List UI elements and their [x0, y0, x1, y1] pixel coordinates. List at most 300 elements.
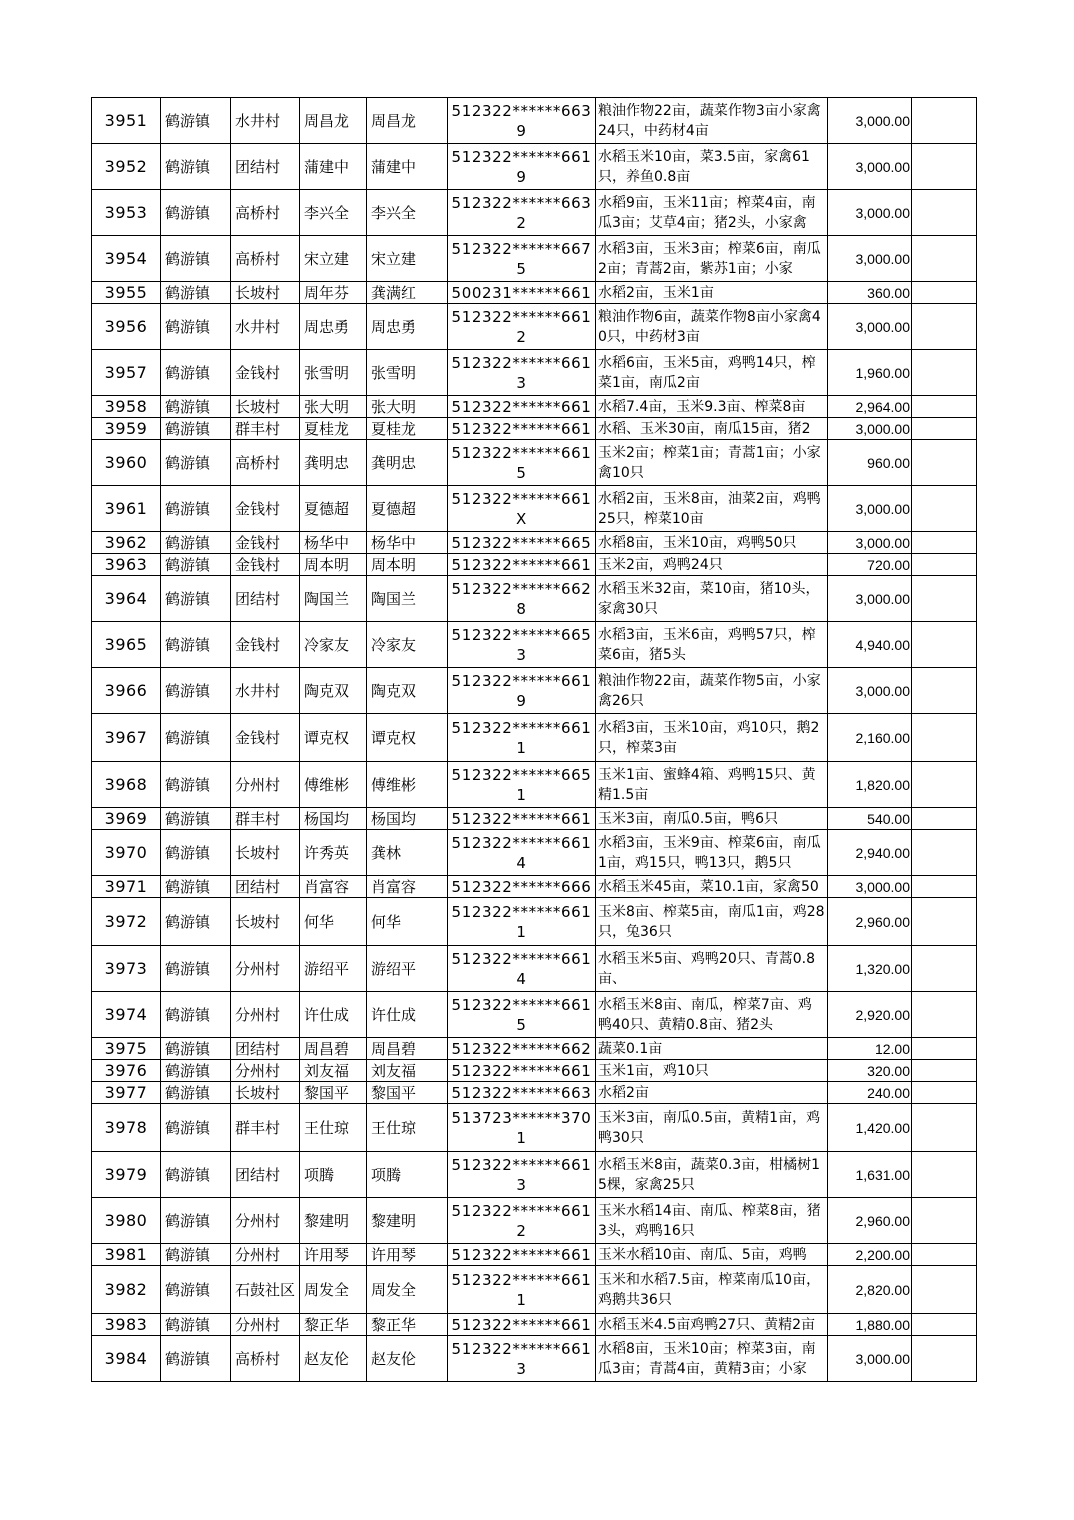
village-cell: 群丰村: [231, 418, 300, 440]
payee-cell: 周本明: [367, 554, 448, 576]
row-number-cell: 3963: [92, 554, 161, 576]
remark-cell: [912, 1152, 977, 1198]
description-cell: 水稻3亩，玉米6亩，鸡鸭57只，榨菜6亩，猪5头: [596, 622, 828, 668]
id-number-cell: 512322******6675: [448, 236, 596, 282]
table-row: [92, 1104, 977, 1152]
village-cell: 长坡村: [231, 898, 300, 946]
amount-cell: 3,000.00: [828, 532, 912, 554]
payee-cell: 龚满红: [367, 282, 448, 304]
payee-cell: 周昌碧: [367, 1038, 448, 1060]
table-row: [92, 946, 977, 992]
town-cell: 鹤游镇: [161, 440, 231, 486]
name-cell: 许秀英: [300, 830, 367, 876]
town-cell: 鹤游镇: [161, 1152, 231, 1198]
village-cell: 分州村: [231, 992, 300, 1038]
village-cell: 金钱村: [231, 486, 300, 532]
description-cell: 水稻7.4亩，玉米9.3亩、榨菜8亩: [596, 396, 828, 418]
description-cell: 玉米1亩、蜜蜂4箱、鸡鸭15只、黄精1.5亩: [596, 762, 828, 808]
amount-cell: 320.00: [828, 1060, 912, 1082]
id-number-cell: 512322******6614: [448, 946, 596, 992]
village-cell: 团结村: [231, 144, 300, 190]
name-cell: 陶国兰: [300, 576, 367, 622]
row-number-cell: 3967: [92, 714, 161, 762]
town-cell: 鹤游镇: [161, 236, 231, 282]
row-number-cell: 3968: [92, 762, 161, 808]
row-number-cell: 3960: [92, 440, 161, 486]
remark-cell: [912, 622, 977, 668]
table-row: [92, 762, 977, 808]
id-number-cell: 512322******6611: [448, 898, 596, 946]
id-number-cell: 512322******6615: [448, 992, 596, 1038]
id-number-cell: 500231******661: [448, 282, 596, 304]
remark-cell: [912, 98, 977, 144]
amount-cell: 2,200.00: [828, 1244, 912, 1266]
row-number-cell: 3980: [92, 1198, 161, 1244]
name-cell: 何华: [300, 898, 367, 946]
name-cell: 王仕琼: [300, 1104, 367, 1152]
town-cell: 鹤游镇: [161, 350, 231, 396]
village-cell: 高桥村: [231, 236, 300, 282]
payee-cell: 谭克权: [367, 714, 448, 762]
remark-cell: [912, 576, 977, 622]
remark-cell: [912, 1082, 977, 1104]
name-cell: 张雪明: [300, 350, 367, 396]
id-number-cell: 512322******6653: [448, 622, 596, 668]
id-number-cell: 512322******663: [448, 1082, 596, 1104]
table-row: [92, 486, 977, 532]
table-row: [92, 1198, 977, 1244]
town-cell: 鹤游镇: [161, 898, 231, 946]
town-cell: 鹤游镇: [161, 98, 231, 144]
payee-cell: 冷家友: [367, 622, 448, 668]
name-cell: 刘友福: [300, 1060, 367, 1082]
amount-cell: 1,960.00: [828, 350, 912, 396]
payee-cell: 刘友福: [367, 1060, 448, 1082]
payee-cell: 夏桂龙: [367, 418, 448, 440]
town-cell: 鹤游镇: [161, 1266, 231, 1314]
description-cell: 水稻玉米45亩，菜10.1亩，家禽50: [596, 876, 828, 898]
name-cell: 肖富容: [300, 876, 367, 898]
id-number-cell: 512322******6619: [448, 144, 596, 190]
payee-cell: 杨国均: [367, 808, 448, 830]
amount-cell: 2,160.00: [828, 714, 912, 762]
description-cell: 粮油作物22亩，蔬菜作物3亩小家禽24只，中药材4亩: [596, 98, 828, 144]
description-cell: 粮油作物6亩，蔬菜作物8亩小家禽40只，中药材3亩: [596, 304, 828, 350]
remark-cell: [912, 1038, 977, 1060]
table-row: [92, 576, 977, 622]
table-row: [92, 554, 977, 576]
row-number-cell: 3969: [92, 808, 161, 830]
village-cell: 金钱村: [231, 554, 300, 576]
amount-cell: 2,820.00: [828, 1266, 912, 1314]
payee-cell: 黎正华: [367, 1314, 448, 1336]
row-number-cell: 3982: [92, 1266, 161, 1314]
name-cell: 龚明忠: [300, 440, 367, 486]
remark-cell: [912, 898, 977, 946]
description-cell: 玉米1亩，鸡10只: [596, 1060, 828, 1082]
remark-cell: [912, 350, 977, 396]
table-row: [92, 350, 977, 396]
remark-cell: [912, 1266, 977, 1314]
village-cell: 分州村: [231, 1198, 300, 1244]
amount-cell: 3,000.00: [828, 98, 912, 144]
table-row: [92, 1038, 977, 1060]
payee-cell: 杨华中: [367, 532, 448, 554]
payee-cell: 赵友伦: [367, 1336, 448, 1382]
town-cell: 鹤游镇: [161, 486, 231, 532]
row-number-cell: 3976: [92, 1060, 161, 1082]
name-cell: 傅维彬: [300, 762, 367, 808]
amount-cell: 960.00: [828, 440, 912, 486]
id-number-cell: 512322******661: [448, 554, 596, 576]
description-cell: 水稻8亩，玉米10亩；榨菜3亩，南瓜3亩；青蒿4亩，黄精3亩；小家: [596, 1336, 828, 1382]
amount-cell: 1,320.00: [828, 946, 912, 992]
description-cell: 水稻玉米32亩，菜10亩，猪10头，家禽30只: [596, 576, 828, 622]
id-number-cell: 513723******3701: [448, 1104, 596, 1152]
village-cell: 高桥村: [231, 1336, 300, 1382]
name-cell: 周年芬: [300, 282, 367, 304]
name-cell: 张大明: [300, 396, 367, 418]
row-number-cell: 3978: [92, 1104, 161, 1152]
amount-cell: 3,000.00: [828, 668, 912, 714]
row-number-cell: 3964: [92, 576, 161, 622]
remark-cell: [912, 282, 977, 304]
payee-cell: 蒲建中: [367, 144, 448, 190]
town-cell: 鹤游镇: [161, 282, 231, 304]
amount-cell: 3,000.00: [828, 418, 912, 440]
name-cell: 许用琴: [300, 1244, 367, 1266]
table-row: [92, 1060, 977, 1082]
table-row: [92, 532, 977, 554]
amount-cell: 1,631.00: [828, 1152, 912, 1198]
row-number-cell: 3970: [92, 830, 161, 876]
town-cell: 鹤游镇: [161, 532, 231, 554]
village-cell: 长坡村: [231, 282, 300, 304]
row-number-cell: 3958: [92, 396, 161, 418]
remark-cell: [912, 830, 977, 876]
name-cell: 项腾: [300, 1152, 367, 1198]
town-cell: 鹤游镇: [161, 1336, 231, 1382]
description-cell: 水稻玉米4.5亩鸡鸭27只、黄精2亩: [596, 1314, 828, 1336]
description-cell: 玉米水稻14亩、南瓜、榨菜8亩，猪3头，鸡鸭16只: [596, 1198, 828, 1244]
name-cell: 夏德超: [300, 486, 367, 532]
row-number-cell: 3956: [92, 304, 161, 350]
remark-cell: [912, 762, 977, 808]
payee-cell: 陶克双: [367, 668, 448, 714]
description-cell: 玉米水稻10亩、南瓜、5亩，鸡鸭: [596, 1244, 828, 1266]
payee-cell: 何华: [367, 898, 448, 946]
remark-cell: [912, 236, 977, 282]
row-number-cell: 3954: [92, 236, 161, 282]
table-row: [92, 418, 977, 440]
amount-cell: 4,940.00: [828, 622, 912, 668]
amount-cell: 3,000.00: [828, 1336, 912, 1382]
id-number-cell: 512322******6639: [448, 98, 596, 144]
name-cell: 陶克双: [300, 668, 367, 714]
table-row: [92, 1152, 977, 1198]
id-number-cell: 512322******661: [448, 1244, 596, 1266]
remark-cell: [912, 1198, 977, 1244]
payee-cell: 龚明忠: [367, 440, 448, 486]
remark-cell: [912, 418, 977, 440]
id-number-cell: 512322******6614: [448, 830, 596, 876]
village-cell: 金钱村: [231, 622, 300, 668]
amount-cell: 2,960.00: [828, 1198, 912, 1244]
amount-cell: 1,880.00: [828, 1314, 912, 1336]
payee-cell: 黎建明: [367, 1198, 448, 1244]
name-cell: 蒲建中: [300, 144, 367, 190]
amount-cell: 540.00: [828, 808, 912, 830]
row-number-cell: 3983: [92, 1314, 161, 1336]
village-cell: 长坡村: [231, 830, 300, 876]
remark-cell: [912, 440, 977, 486]
description-cell: 玉米和水稻7.5亩，榨菜南瓜10亩，鸡鹅共36只: [596, 1266, 828, 1314]
id-number-cell: 512322******6611: [448, 714, 596, 762]
table-row: [92, 190, 977, 236]
remark-cell: [912, 554, 977, 576]
remark-cell: [912, 808, 977, 830]
description-cell: 水稻3亩，玉米3亩；榨菜6亩，南瓜2亩；青蒿2亩，紫苏1亩；小家: [596, 236, 828, 282]
id-number-cell: 512322******6613: [448, 350, 596, 396]
table-row: [92, 236, 977, 282]
id-number-cell: 512322******661X: [448, 486, 596, 532]
remark-cell: [912, 396, 977, 418]
name-cell: 杨国均: [300, 808, 367, 830]
town-cell: 鹤游镇: [161, 576, 231, 622]
id-number-cell: 512322******6611: [448, 1266, 596, 1314]
town-cell: 鹤游镇: [161, 668, 231, 714]
id-number-cell: 512322******6613: [448, 1152, 596, 1198]
name-cell: 许仕成: [300, 992, 367, 1038]
village-cell: 水井村: [231, 668, 300, 714]
amount-cell: 1,420.00: [828, 1104, 912, 1152]
description-cell: 玉米3亩，南瓜0.5亩，鸭6只: [596, 808, 828, 830]
remark-cell: [912, 486, 977, 532]
payee-cell: 张大明: [367, 396, 448, 418]
payee-cell: 肖富容: [367, 876, 448, 898]
table-row: [92, 1244, 977, 1266]
description-cell: 水稻2亩，玉米1亩: [596, 282, 828, 304]
town-cell: 鹤游镇: [161, 622, 231, 668]
table-row: [92, 876, 977, 898]
row-number-cell: 3955: [92, 282, 161, 304]
remark-cell: [912, 714, 977, 762]
payee-cell: 陶国兰: [367, 576, 448, 622]
amount-cell: 3,000.00: [828, 876, 912, 898]
description-cell: 水稻玉米8亩，蔬菜0.3亩，柑橘树15棵，家禽25只: [596, 1152, 828, 1198]
table-row: [92, 1336, 977, 1382]
remark-cell: [912, 1060, 977, 1082]
town-cell: 鹤游镇: [161, 1198, 231, 1244]
amount-cell: 240.00: [828, 1082, 912, 1104]
town-cell: 鹤游镇: [161, 144, 231, 190]
name-cell: 周发全: [300, 1266, 367, 1314]
name-cell: 周昌龙: [300, 98, 367, 144]
description-cell: 水稻玉米5亩、鸡鸭20只、青蒿0.8亩、: [596, 946, 828, 992]
payee-cell: 傅维彬: [367, 762, 448, 808]
description-cell: 水稻2亩: [596, 1082, 828, 1104]
payee-cell: 黎国平: [367, 1082, 448, 1104]
row-number-cell: 3962: [92, 532, 161, 554]
town-cell: 鹤游镇: [161, 554, 231, 576]
amount-cell: 1,820.00: [828, 762, 912, 808]
payee-cell: 许仕成: [367, 992, 448, 1038]
id-number-cell: 512322******661: [448, 808, 596, 830]
subsidy-table: [91, 97, 977, 1382]
amount-cell: 2,964.00: [828, 396, 912, 418]
village-cell: 水井村: [231, 98, 300, 144]
amount-cell: 3,000.00: [828, 304, 912, 350]
remark-cell: [912, 876, 977, 898]
village-cell: 团结村: [231, 1038, 300, 1060]
description-cell: 水稻玉米10亩，菜3.5亩，家禽61只，养鱼0.8亩: [596, 144, 828, 190]
table-row: [92, 622, 977, 668]
id-number-cell: 512322******6613: [448, 1336, 596, 1382]
row-number-cell: 3961: [92, 486, 161, 532]
row-number-cell: 3981: [92, 1244, 161, 1266]
payee-cell: 周发全: [367, 1266, 448, 1314]
table-row: [92, 144, 977, 190]
payee-cell: 周昌龙: [367, 98, 448, 144]
remark-cell: [912, 144, 977, 190]
description-cell: 水稻3亩，玉米9亩、榨菜6亩，南瓜1亩，鸡15只，鸭13只，鹅5只: [596, 830, 828, 876]
village-cell: 高桥村: [231, 190, 300, 236]
description-cell: 水稻9亩，玉米11亩；榨菜4亩，南瓜3亩；艾草4亩；猪2头，小家禽: [596, 190, 828, 236]
table-body: [92, 98, 977, 1382]
village-cell: 金钱村: [231, 350, 300, 396]
row-number-cell: 3951: [92, 98, 161, 144]
table-row: [92, 282, 977, 304]
town-cell: 鹤游镇: [161, 1104, 231, 1152]
village-cell: 长坡村: [231, 1082, 300, 1104]
row-number-cell: 3957: [92, 350, 161, 396]
id-number-cell: 512322******666: [448, 876, 596, 898]
village-cell: 团结村: [231, 1152, 300, 1198]
payee-cell: 项腾: [367, 1152, 448, 1198]
remark-cell: [912, 1336, 977, 1382]
town-cell: 鹤游镇: [161, 876, 231, 898]
id-number-cell: 512322******661: [448, 1314, 596, 1336]
town-cell: 鹤游镇: [161, 418, 231, 440]
village-cell: 石鼓社区: [231, 1266, 300, 1314]
village-cell: 长坡村: [231, 396, 300, 418]
payee-cell: 周忠勇: [367, 304, 448, 350]
description-cell: 粮油作物22亩，蔬菜作物5亩，小家禽26只: [596, 668, 828, 714]
table-row: [92, 1082, 977, 1104]
table-row: [92, 668, 977, 714]
remark-cell: [912, 946, 977, 992]
remark-cell: [912, 304, 977, 350]
row-number-cell: 3966: [92, 668, 161, 714]
description-cell: 玉米2亩；榨菜1亩；青蒿1亩；小家禽10只: [596, 440, 828, 486]
village-cell: 高桥村: [231, 440, 300, 486]
payee-cell: 龚林: [367, 830, 448, 876]
table-row: [92, 808, 977, 830]
description-cell: 水稻6亩，玉米5亩，鸡鸭14只，榨菜1亩，南瓜2亩: [596, 350, 828, 396]
table-row: [92, 1266, 977, 1314]
village-cell: 团结村: [231, 876, 300, 898]
name-cell: 黎建明: [300, 1198, 367, 1244]
name-cell: 黎正华: [300, 1314, 367, 1336]
name-cell: 周昌碧: [300, 1038, 367, 1060]
town-cell: 鹤游镇: [161, 714, 231, 762]
town-cell: 鹤游镇: [161, 762, 231, 808]
town-cell: 鹤游镇: [161, 830, 231, 876]
payee-cell: 李兴全: [367, 190, 448, 236]
payee-cell: 夏德超: [367, 486, 448, 532]
amount-cell: 2,920.00: [828, 992, 912, 1038]
id-number-cell: 512322******661: [448, 396, 596, 418]
name-cell: 夏桂龙: [300, 418, 367, 440]
name-cell: 冷家友: [300, 622, 367, 668]
table-row: [92, 304, 977, 350]
description-cell: 水稻2亩，玉米8亩，油菜2亩，鸡鸭25只，榨菜10亩: [596, 486, 828, 532]
amount-cell: 3,000.00: [828, 576, 912, 622]
town-cell: 鹤游镇: [161, 1038, 231, 1060]
table-row: [92, 440, 977, 486]
town-cell: 鹤游镇: [161, 992, 231, 1038]
village-cell: 群丰村: [231, 808, 300, 830]
name-cell: 杨华中: [300, 532, 367, 554]
row-number-cell: 3974: [92, 992, 161, 1038]
payee-cell: 许用琴: [367, 1244, 448, 1266]
town-cell: 鹤游镇: [161, 1060, 231, 1082]
town-cell: 鹤游镇: [161, 1082, 231, 1104]
id-number-cell: 512322******661: [448, 418, 596, 440]
row-number-cell: 3972: [92, 898, 161, 946]
amount-cell: 3,000.00: [828, 144, 912, 190]
town-cell: 鹤游镇: [161, 808, 231, 830]
id-number-cell: 512322******665: [448, 532, 596, 554]
remark-cell: [912, 1314, 977, 1336]
row-number-cell: 3973: [92, 946, 161, 992]
description-cell: 水稻8亩，玉米10亩，鸡鸭50只: [596, 532, 828, 554]
name-cell: 李兴全: [300, 190, 367, 236]
row-number-cell: 3971: [92, 876, 161, 898]
id-number-cell: 512322******6628: [448, 576, 596, 622]
village-cell: 水井村: [231, 304, 300, 350]
payee-cell: 宋立建: [367, 236, 448, 282]
id-number-cell: 512322******6632: [448, 190, 596, 236]
description-cell: 水稻3亩，玉米10亩，鸡10只，鹅2只，榨菜3亩: [596, 714, 828, 762]
remark-cell: [912, 668, 977, 714]
row-number-cell: 3975: [92, 1038, 161, 1060]
village-cell: 群丰村: [231, 1104, 300, 1152]
id-number-cell: 512322******6651: [448, 762, 596, 808]
description-cell: 玉米8亩、榨菜5亩，南瓜1亩，鸡28只，兔36只: [596, 898, 828, 946]
town-cell: 鹤游镇: [161, 1314, 231, 1336]
table-row: [92, 714, 977, 762]
remark-cell: [912, 190, 977, 236]
town-cell: 鹤游镇: [161, 304, 231, 350]
payee-cell: 张雪明: [367, 350, 448, 396]
description-cell: 水稻、玉米30亩，南瓜15亩，猪2: [596, 418, 828, 440]
name-cell: 周忠勇: [300, 304, 367, 350]
id-number-cell: 512322******6619: [448, 668, 596, 714]
table-row: [92, 830, 977, 876]
name-cell: 赵友伦: [300, 1336, 367, 1382]
id-number-cell: 512322******6612: [448, 304, 596, 350]
village-cell: 分州村: [231, 1060, 300, 1082]
village-cell: 团结村: [231, 576, 300, 622]
row-number-cell: 3953: [92, 190, 161, 236]
village-cell: 金钱村: [231, 714, 300, 762]
village-cell: 金钱村: [231, 532, 300, 554]
table-row: [92, 1314, 977, 1336]
village-cell: 分州村: [231, 762, 300, 808]
village-cell: 分州村: [231, 946, 300, 992]
row-number-cell: 3977: [92, 1082, 161, 1104]
